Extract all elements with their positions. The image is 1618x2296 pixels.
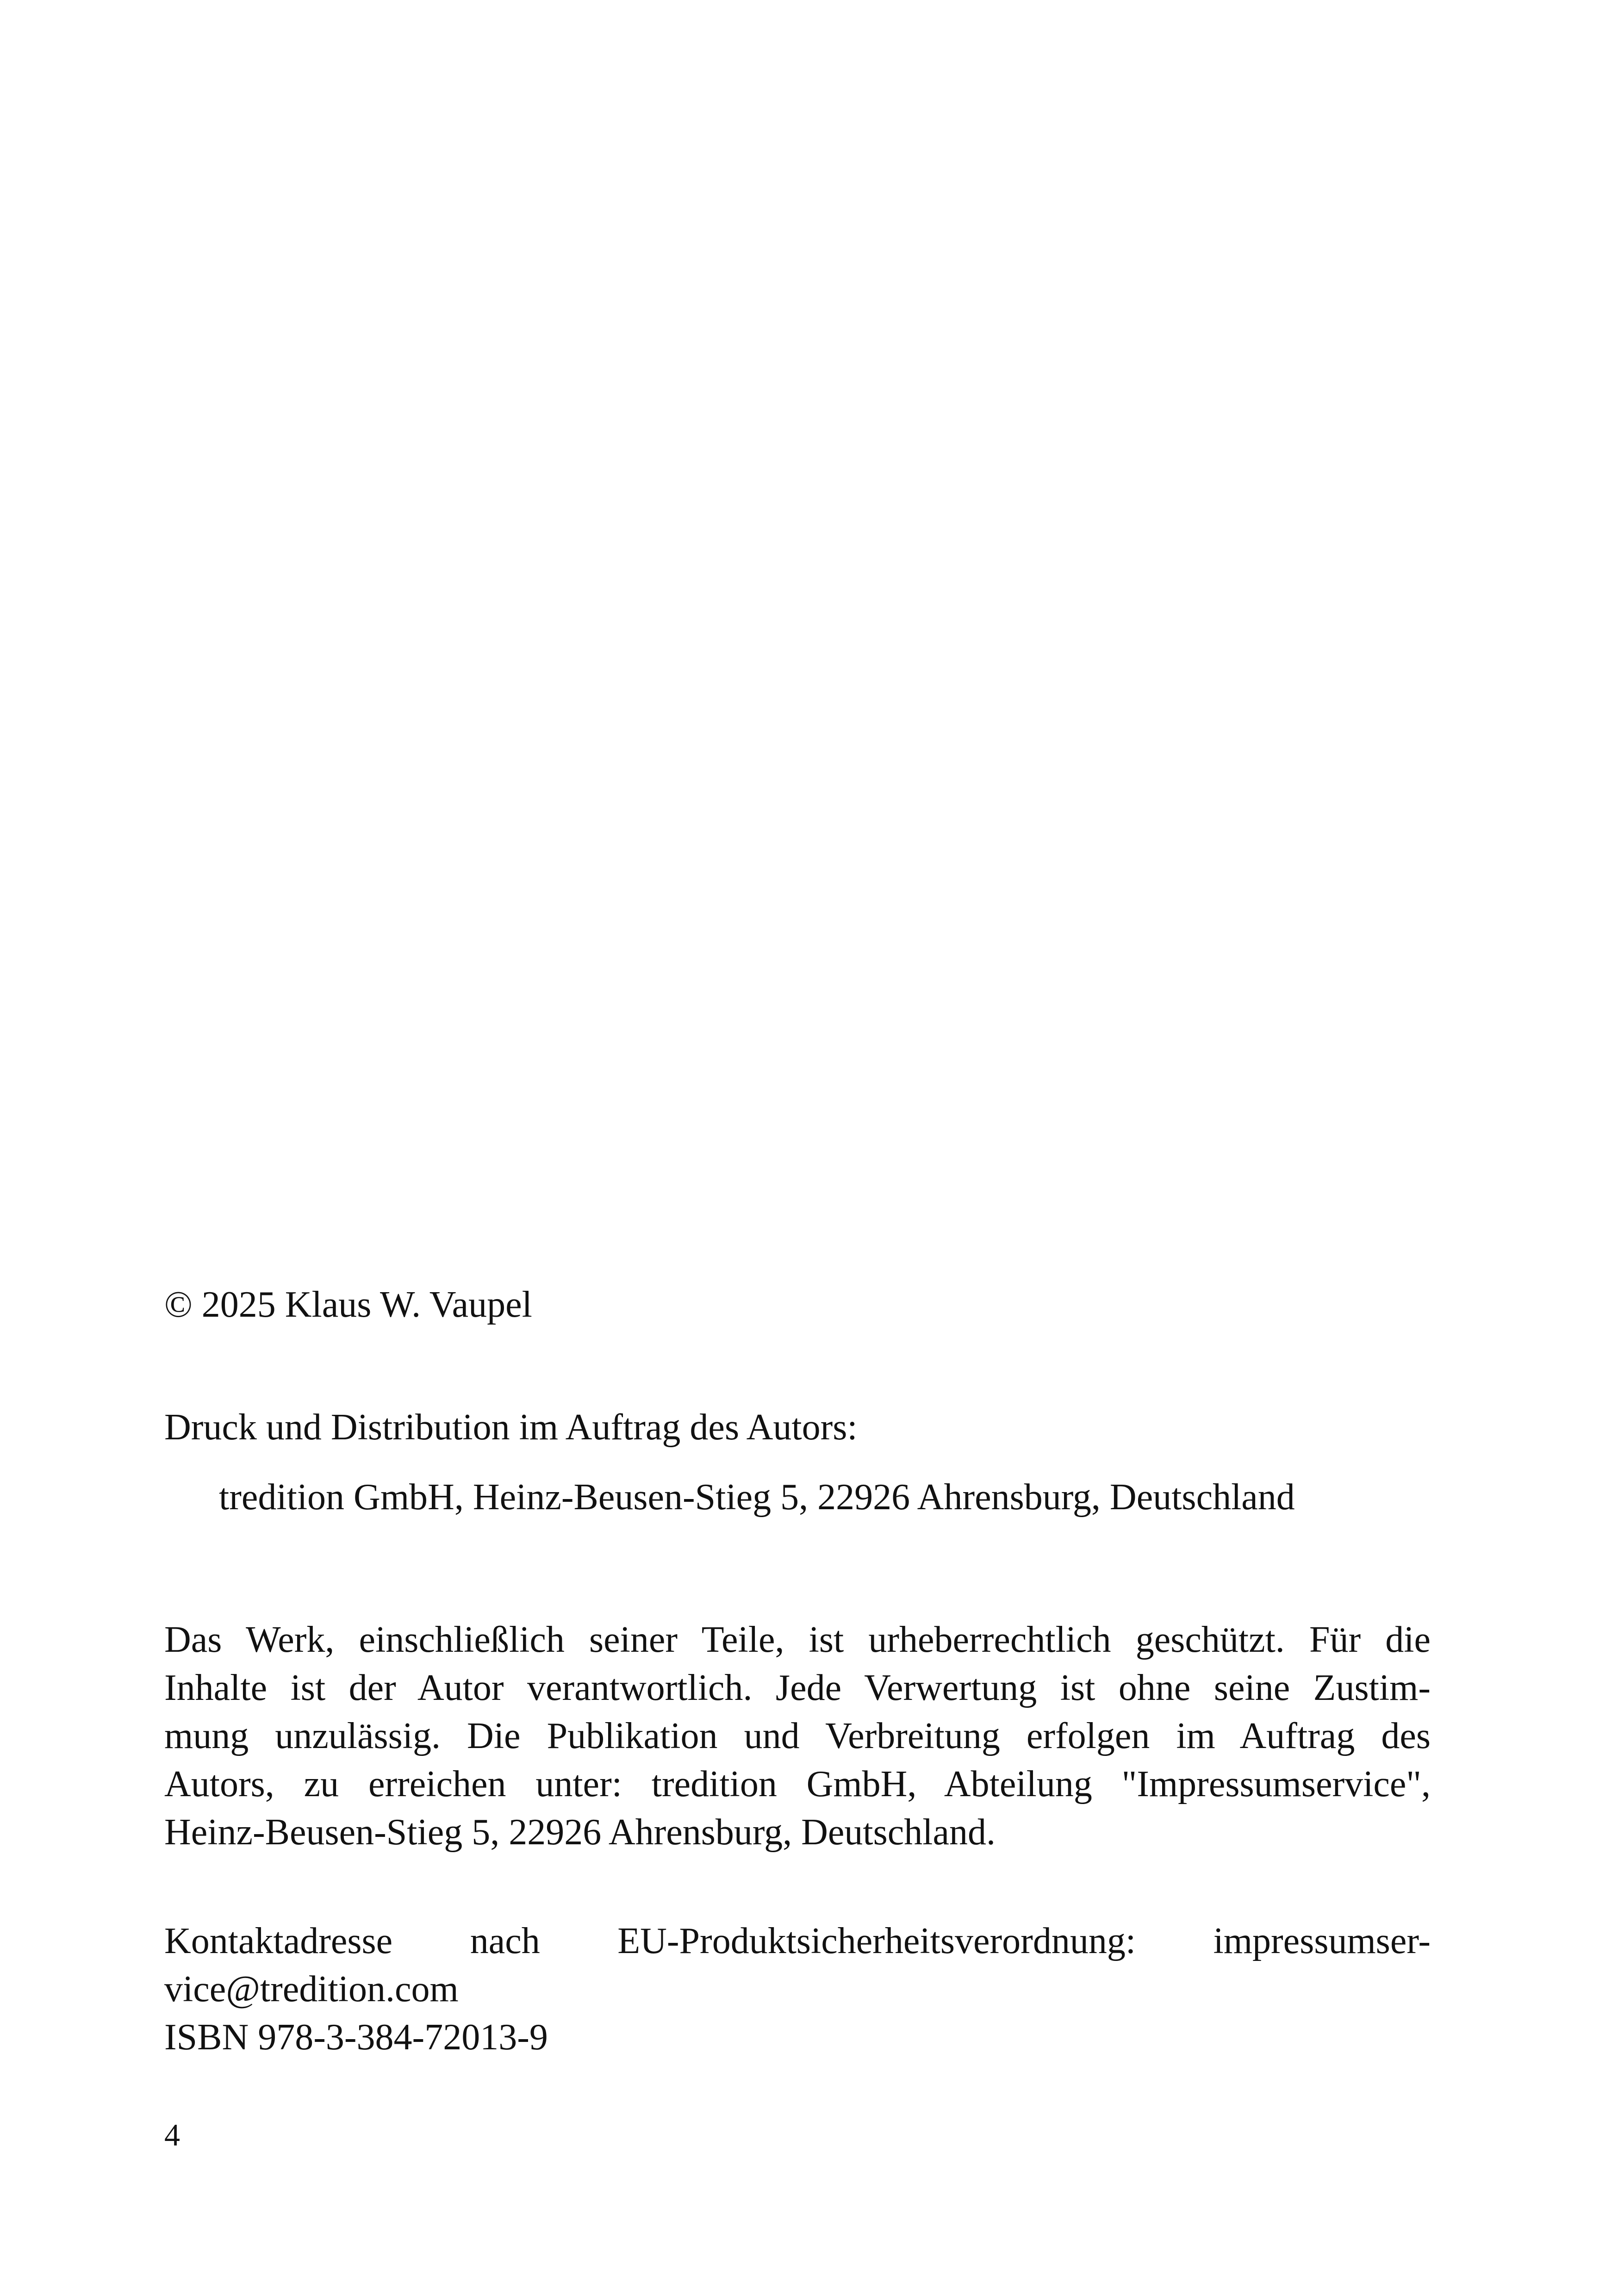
rights-line: Heinz-Beusen-Stieg 5, 22926 Ahrensburg, Deutschland. (164, 1812, 996, 1853)
copyright-notice: © 2025 Klaus W. Vaupel (164, 1284, 532, 1325)
rights-paragraph (164, 1616, 1431, 1856)
rights-line: Inhalte ist der Autor verantwortlich. Jede Verwertung ist ohne seine Zustim- (164, 1668, 1431, 1708)
contact-block (164, 1917, 1431, 2061)
contact-email: vice@tredition.com (164, 1969, 459, 2010)
publisher-address: tredition GmbH, Heinz-Beusen-Stieg 5, 22926 Ahrensburg, Deutschland (219, 1477, 1295, 1518)
rights-line: mung unzulässig. Die Publikation und Verbreitung erfolgen im Auftrag des (164, 1716, 1431, 1756)
rights-line: Autors, zu erreichen unter: tredition GmbH, Abteilung "Impressumservice", (164, 1764, 1431, 1804)
isbn: ISBN 978-3-384-72013-9 (164, 2017, 548, 2058)
contact-line: Kontaktadresse nach EU-Produktsicherheitsverordnung: impressumser- (164, 1921, 1431, 1961)
distribution-heading: Druck und Distribution im Auftrag des Autors: (164, 1407, 858, 1448)
rights-line: Das Werk, einschließlich seiner Teile, ist urheberrechtlich geschützt. Für die (164, 1619, 1431, 1660)
page-number: 4 (164, 2117, 180, 2153)
